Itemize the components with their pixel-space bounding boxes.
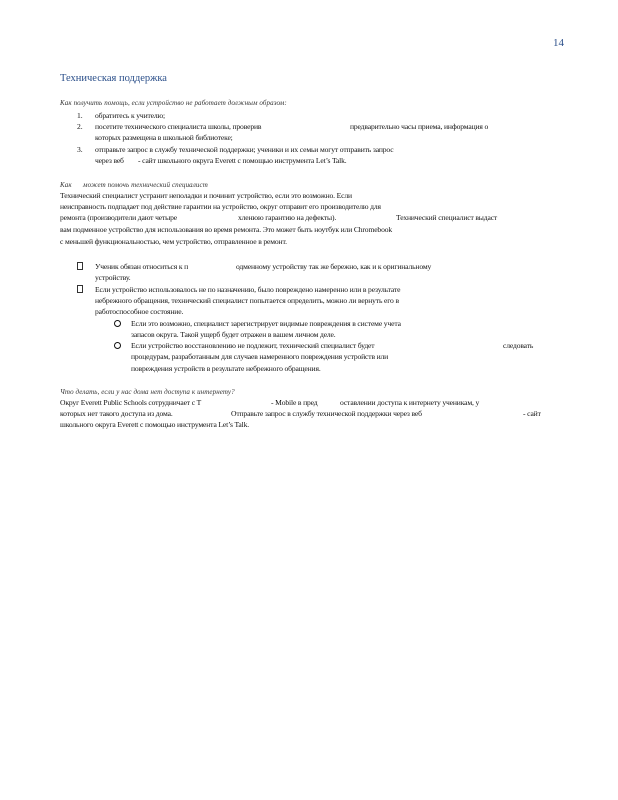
paragraph-line: неисправность подпадает под действие гарантии на устройство, округ отправит его производителю для: [60, 202, 381, 211]
bullet-text: Если устройство использовалось не по назначению, было повреждено намеренно или в результате: [95, 285, 401, 294]
paragraph-line: вам подменное устройство для использования во время ремонта. Это может быть ноутбук или Chromebook: [60, 225, 393, 234]
list-number: 3.: [77, 145, 83, 154]
paragraph-line: школьного округа Everett с помощью инструмента Let’s Talk.: [60, 420, 249, 429]
paragraph-line: с меньшей функциональностью, чем устройство, отправленное в ремонт.: [60, 237, 287, 246]
list-item-text: посетите технического специалиста школы, проверив: [95, 122, 262, 131]
question-no-internet: Что делать, если у нас дома нет доступа к интернету?: [60, 388, 235, 396]
paragraph-line: оставлении доступа к интернету ученикам, у: [340, 398, 480, 407]
list-item-text: которых размещена в школьной библиотеке;: [95, 133, 233, 142]
question-how-tech-helps-b: может помочь технический специалист: [83, 181, 208, 189]
sub-bullet-circle-icon: [114, 342, 121, 349]
page-number: 14: [553, 37, 564, 49]
bullet-square-icon: [77, 285, 83, 293]
sub-bullet-text: запасов округа. Такой ущерб будет отражен в вашем личном деле.: [131, 330, 336, 339]
paragraph-line: Технический специалист выдаст: [396, 213, 498, 222]
question-how-tech-helps-a: Как: [60, 181, 72, 189]
sub-bullet-text: повреждения устройств в результате небрежного обращения.: [131, 364, 321, 373]
bullet-square-icon: [77, 262, 83, 270]
bullet-text: небрежного обращения, технический специалист попытается определить, можно ли вернуть его в: [95, 296, 399, 305]
sub-bullet-text: следовать: [503, 341, 534, 350]
paragraph-line: Отправьте запрос в службу технической поддержки через веб: [231, 409, 422, 418]
paragraph-line: Технический специалист устранит неполадки и починит устройство, если это возможно. Если: [60, 191, 352, 200]
list-number: 2.: [77, 122, 83, 131]
section-heading: Техническая поддержка: [60, 73, 167, 84]
list-item-text: предварительно часы приема, информация о: [350, 122, 489, 131]
bullet-text: работоспособное состояние.: [95, 307, 184, 316]
bullet-marker: [77, 285, 83, 295]
list-number: 1.: [77, 111, 83, 120]
list-item-text: через веб: [95, 156, 124, 165]
paragraph-line: - сайт: [523, 409, 541, 418]
question-get-help: Как получить помощь, если устройство не работает должным образом:: [60, 99, 287, 107]
bullet-marker: [77, 262, 83, 272]
list-item-text: - сайт школьного округа Everett с помощью инструмента Let’s Talk.: [138, 156, 347, 165]
paragraph-line: которых нет такого доступа из дома.: [60, 409, 173, 418]
bullet-text: одменному устройству так же бережно, как и к оригинальному: [236, 262, 432, 271]
bullet-text: устройству.: [95, 273, 131, 282]
list-item-text: обратитесь к учителю;: [95, 111, 166, 120]
paragraph-line: ремонта (производители дают четыре: [60, 213, 177, 222]
paragraph-line: Округ Everett Public Schools сотрудничает с T: [60, 398, 202, 407]
paragraph-line: хленюю гарантию на дефекты).: [238, 213, 337, 222]
sub-bullet-text: Если это возможно, специалист зарегистрирует видимые повреждения в системе учета: [131, 319, 401, 328]
sub-bullet-text: процедурам, разработанным для случаев намеренного повреждения устройств или: [131, 352, 389, 361]
sub-bullet-circle-icon: [114, 320, 121, 327]
sub-bullet-text: Если устройство восстановлению не подлежит, технический специалист будет: [131, 341, 375, 350]
list-item-text: отправьте запрос в службу технической поддержки; ученики и их семьи могут отправить запрос: [95, 145, 394, 154]
bullet-text: Ученик обязан относиться к п: [95, 262, 189, 271]
paragraph-line: - Mobile в пред: [271, 398, 318, 407]
